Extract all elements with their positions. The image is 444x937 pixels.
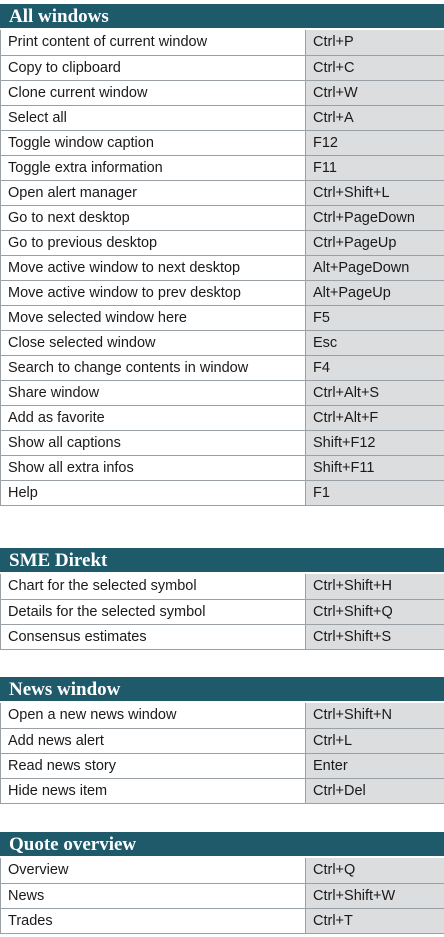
shortcut-row [1,883,444,908]
shortcut-key: Alt+PageUp [306,280,444,305]
section-title: News window [0,677,444,703]
shortcut-key: Ctrl+Shift+H [306,574,444,599]
shortcut-key: Ctrl+Q [306,858,444,883]
shortcut-row [1,205,444,230]
shortcut-row [1,355,444,380]
shortcut-key: F12 [306,130,444,155]
shortcut-row [1,624,444,649]
shortcut-row [1,155,444,180]
shortcut-action: Move active window to next desktop [1,255,306,280]
shortcut-key: Ctrl+W [306,80,444,105]
shortcut-row [1,255,444,280]
shortcut-action: Share window [1,380,306,405]
shortcut-key: Ctrl+Alt+S [306,380,444,405]
shortcut-row [1,728,444,753]
section-title: All windows [0,4,444,30]
shortcut-row [1,130,444,155]
shortcut-row [1,380,444,405]
shortcut-key: Alt+PageDown [306,255,444,280]
shortcut-action: Search to change contents in window [1,355,306,380]
section-quote-overview [0,832,444,934]
section-title: SME Direkt [0,548,444,574]
shortcut-action: Open a new news window [1,703,306,728]
shortcut-table [0,703,444,804]
shortcut-key: Ctrl+Shift+Q [306,599,444,624]
section-news-window [0,677,444,804]
shortcut-action: Add as favorite [1,405,306,430]
shortcut-action: Select all [1,105,306,130]
shortcut-table [0,30,444,506]
shortcut-row [1,280,444,305]
shortcut-action: Trades [1,908,306,933]
shortcut-key: Ctrl+L [306,728,444,753]
shortcut-key: Ctrl+PageDown [306,205,444,230]
shortcut-action: Open alert manager [1,180,306,205]
section-sme-direkt [0,548,444,650]
shortcut-action: Go to next desktop [1,205,306,230]
shortcut-key: Ctrl+Shift+W [306,883,444,908]
shortcut-action: Print content of current window [1,30,306,55]
shortcut-key: Ctrl+Shift+N [306,703,444,728]
shortcut-row [1,455,444,480]
shortcut-action: Toggle extra information [1,155,306,180]
shortcut-row [1,330,444,355]
shortcut-key: Ctrl+Shift+S [306,624,444,649]
shortcut-action: Close selected window [1,330,306,355]
shortcut-action: Move active window to prev desktop [1,280,306,305]
shortcut-key: Ctrl+Alt+F [306,405,444,430]
shortcut-key: F11 [306,155,444,180]
shortcut-key: Enter [306,753,444,778]
shortcut-action: Show all extra infos [1,455,306,480]
section-all-windows [0,4,444,506]
shortcut-row [1,230,444,255]
shortcut-key: Ctrl+P [306,30,444,55]
shortcut-action: Details for the selected symbol [1,599,306,624]
shortcut-key: Ctrl+A [306,105,444,130]
shortcut-action: Show all captions [1,430,306,455]
shortcut-key: Ctrl+C [306,55,444,80]
shortcut-table [0,858,444,934]
shortcut-row [1,30,444,55]
shortcut-row [1,908,444,933]
shortcut-action: News [1,883,306,908]
shortcut-action: Read news story [1,753,306,778]
shortcut-key: Ctrl+T [306,908,444,933]
shortcut-action: Toggle window caption [1,130,306,155]
shortcut-table [0,574,444,650]
shortcut-action: Help [1,480,306,505]
shortcut-key: Shift+F12 [306,430,444,455]
shortcut-key: Esc [306,330,444,355]
shortcut-row [1,180,444,205]
shortcut-row [1,305,444,330]
shortcut-action: Chart for the selected symbol [1,574,306,599]
shortcut-row [1,480,444,505]
shortcut-key: Ctrl+Del [306,778,444,803]
shortcut-action: Overview [1,858,306,883]
shortcut-action: Clone current window [1,80,306,105]
shortcut-row [1,574,444,599]
shortcut-row [1,858,444,883]
shortcut-action: Copy to clipboard [1,55,306,80]
shortcut-row [1,105,444,130]
shortcut-row [1,430,444,455]
shortcut-key: Shift+F11 [306,455,444,480]
section-title: Quote overview [0,832,444,858]
shortcut-row [1,55,444,80]
shortcut-key: F1 [306,480,444,505]
shortcut-key: Ctrl+PageUp [306,230,444,255]
shortcut-action: Go to previous desktop [1,230,306,255]
shortcut-key: F4 [306,355,444,380]
shortcut-key: F5 [306,305,444,330]
shortcut-row [1,80,444,105]
shortcut-row [1,703,444,728]
shortcut-action: Move selected window here [1,305,306,330]
shortcut-key: Ctrl+Shift+L [306,180,444,205]
shortcut-action: Add news alert [1,728,306,753]
shortcut-action: Consensus estimates [1,624,306,649]
shortcut-row [1,753,444,778]
shortcut-action: Hide news item [1,778,306,803]
shortcut-row [1,599,444,624]
shortcut-row [1,778,444,803]
shortcut-row [1,405,444,430]
